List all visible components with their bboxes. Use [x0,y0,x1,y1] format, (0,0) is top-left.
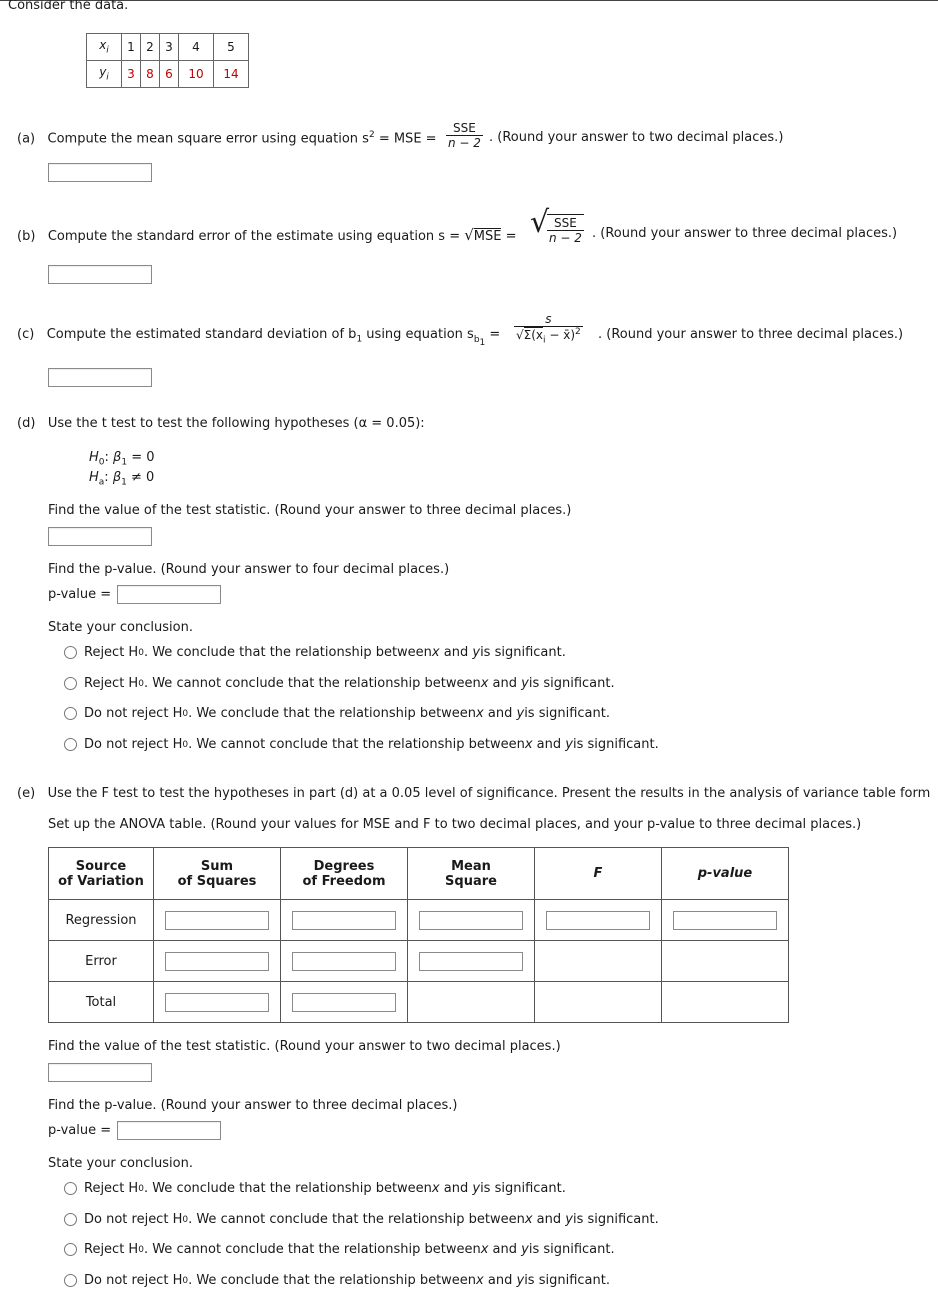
part-c-text: Compute the estimated standard deviation of b [46,327,357,342]
part-c-prefix: (c) [17,327,35,342]
error-ms-input[interactable] [419,952,523,971]
header-ss: Sum of Squares [154,848,281,900]
h0-text: = 0 [127,450,155,465]
anova-setup: Set up the ANOVA table. (Round your values for MSE and F to two decimal places, and your p-value to three decimal places.) [48,817,862,832]
opt-text: . We conclude that the relationship between [188,706,477,721]
radio-circle[interactable] [64,1274,77,1287]
part-d-text: Use the t test to test the following hypotheses (α = 0.05): [47,416,425,431]
opt-text: . We conclude that the relationship between [143,1181,432,1196]
part-c-den-text: Σ(x [523,328,544,342]
anova-header-row [49,848,789,900]
opt-text: Do not reject H [84,706,183,721]
cell [281,941,408,982]
top-divider [0,0,938,1]
part-c-fraction [514,312,583,345]
x-value: 4 [179,34,214,61]
header-f: F [535,848,662,900]
radio-circle[interactable] [64,677,77,690]
part-b-prefix: (b) [17,229,36,244]
d-option-1[interactable]: Reject H 0 . We conclude that the relationship between x and y is significant. [64,645,566,660]
anova-row-regression [49,900,789,941]
error-df-input[interactable] [292,952,396,971]
opt-text: . We cannot conclude that the relationship between [143,1242,481,1257]
opt-text: is significant. [572,1212,659,1227]
cell [154,900,281,941]
sub-1: 1 [356,334,363,345]
opt-text: Do not reject H [84,737,183,752]
part-c-frac-num: s [545,312,552,326]
y-value: 6 [160,61,179,88]
d-stat-prompt: Find the value of the test statistic. (Round your answer to three decimal places.) [48,503,572,518]
part-a-fraction [446,121,483,150]
empty-cell [662,941,789,982]
y-row [87,61,249,88]
y-value: 10 [179,61,214,88]
empty-cell [662,982,789,1023]
sup-2: 2 [575,327,581,337]
part-a-frac-num: SSE [453,121,476,135]
regression-ms-input[interactable] [419,911,523,930]
cell [154,941,281,982]
y-value: 14 [214,61,249,88]
mse-input[interactable] [48,163,152,182]
cell [408,941,535,982]
radio-circle[interactable] [64,646,77,659]
data-table [86,33,249,88]
cell [281,900,408,941]
part-c-note: . (Round your answer to three decimal places.) [598,327,904,342]
part-c-frac-den: $√\Sigma(x_i$ − x̄)$^2$ [516,327,581,346]
opt-text: is significant. [480,1181,566,1196]
part-b-fraction [547,214,584,245]
y-value: 8 [141,61,160,88]
part-e-prefix: (e) [17,786,36,801]
e-p-value-input[interactable] [117,1121,221,1140]
anova-row-total [49,982,789,1023]
total-df-input[interactable] [292,993,396,1012]
y-sub: i [106,72,109,83]
opt-text: . We conclude that the relationship between [143,645,432,660]
part-c-prompt: (c) Compute the estimated standard deviation of $b_1$ using equation $s_{b_1}$ = [17,327,501,348]
d-conclusion-prompt: State your conclusion. [48,620,193,635]
header-df: Degrees of Freedom [281,848,408,900]
opt-text: Reject H [84,1181,139,1196]
opt-text: is significant. [528,1242,615,1257]
part-e-text: Use the F test to test the hypotheses in part (d) at a 0.05 level of significance. Present the results in the analysis of variance table form [47,786,931,801]
d-option-4[interactable]: Do not reject H 0 . We cannot conclude that the relationship between x and y is significant. [64,737,659,752]
d-p-label: p-value = [48,587,112,602]
x-value: 2 [141,34,160,61]
part-a-note: . (Round your answer to two decimal places.) [489,130,784,145]
opt-text: . We cannot conclude that the relationship between [143,676,481,691]
sub-i: i [543,335,546,346]
alt-hypothesis: $H_a$: $\beta_1 \ne 0$ [89,470,155,488]
d-p-prompt: Find the p-value. (Round your answer to four decimal places.) [48,562,450,577]
e-stat-prompt: Find the value of the test statistic. (Round your answer to two decimal places.) [48,1039,561,1054]
e-option-4[interactable]: Do not reject H 0 . We conclude that the relationship between x and y is significant. [64,1273,610,1288]
total-ss-input[interactable] [165,993,269,1012]
regression-f-input[interactable] [546,911,650,930]
radio-circle[interactable] [64,1243,77,1256]
radio-circle[interactable] [64,707,77,720]
part-b-frac-den: n − 2 [549,231,582,245]
part-a-eq: = MSE = [374,131,437,147]
part-e-prompt [17,786,930,801]
e-option-1[interactable]: Reject H 0 . We conclude that the relationship between x and y is significant. [64,1181,566,1196]
e-p-label: p-value = [48,1123,112,1138]
opt-text: . We cannot conclude that the relationship between [188,1212,525,1227]
opt-text: . We conclude that the relationship between [188,1273,477,1288]
y-value: 3 [122,61,141,88]
d-p-value-input[interactable] [117,585,221,604]
part-d-prompt [17,416,425,431]
squared-sup: 2 [368,130,375,140]
e-conclusion-prompt: State your conclusion. [48,1156,193,1171]
row-label: Error [49,941,154,982]
opt-text: . We cannot conclude that the relationship between [188,737,525,752]
header-p: p-value [662,848,789,900]
t-stat-input[interactable] [48,527,152,546]
sb1-input[interactable] [48,368,152,387]
radio-circle[interactable] [64,1213,77,1226]
radio-circle[interactable] [64,738,77,751]
part-b-note: . (Round your answer to three decimal places.) [592,226,898,241]
cell [662,900,789,941]
x-row [87,34,249,61]
x-sub: i [106,45,109,56]
opt-text: Reject H [84,645,139,660]
regression-df-input[interactable] [292,911,396,930]
opt-text: Reject H [84,1242,139,1257]
opt-text: Do not reject H [84,1273,183,1288]
row-label: Total [49,982,154,1023]
anova-row-error [49,941,789,982]
sub-b1: b1 [473,334,486,348]
part-b-frac-num: SSE [554,216,577,230]
e-option-2[interactable]: Do not reject H 0 . We cannot conclude that the relationship between x and y is significant. [64,1212,659,1227]
y-header [87,61,122,88]
part-a-frac-den: n − 2 [448,136,481,150]
regression-p-input[interactable] [673,911,777,930]
empty-cell [408,982,535,1023]
header-ms: Mean Square [408,848,535,900]
e-option-3[interactable]: Reject H 0 . We cannot conclude that the relationship between x and y is significant. [64,1242,615,1257]
part-a-prompt [17,130,437,146]
part-a-text: Compute the mean square error using equation s [47,131,369,147]
x-value: 1 [122,34,141,61]
d-option-3[interactable]: Do not reject H 0 . We conclude that the relationship between x and y is significant. [64,706,610,721]
sqrt-symbol-large: √ [530,205,550,240]
error-ss-input[interactable] [165,952,269,971]
f-stat-input[interactable] [48,1063,152,1082]
part-c-text2: using equation s [362,327,474,342]
radio-circle[interactable] [64,1182,77,1195]
cell [535,900,662,941]
null-hypothesis: $H_0$: $\beta_1 = 0$ [89,450,155,468]
e-p-prompt: Find the p-value. (Round your answer to three decimal places.) [48,1098,458,1113]
cell [281,982,408,1023]
intro-text: Consider the data. [8,0,129,13]
part-d-prefix: (d) [17,416,36,431]
part-b-mse: MSE [473,229,502,244]
empty-cell [535,941,662,982]
header-source: Source of Variation [49,848,154,900]
d-option-2[interactable]: Reject H 0 . We cannot conclude that the relationship between x and y is significant. [64,676,615,691]
x-value: 3 [160,34,179,61]
y-label: y [99,65,107,80]
sqrt-symbol: √ [464,226,474,244]
x-header [87,34,122,61]
opt-text: is significant. [528,676,615,691]
opt-text: Reject H [84,676,139,691]
part-b-text: Compute the standard error of the estimate using equation s = [47,229,465,244]
x-value: 5 [214,34,249,61]
part-b-eq: = [501,229,517,244]
x-label: x [99,38,107,53]
row-label: Regression [49,900,154,941]
part-a-prefix: (a) [17,131,36,147]
opt-text: is significant. [480,645,566,660]
empty-cell [535,982,662,1023]
opt-text: Do not reject H [84,1212,183,1227]
cell [408,900,535,941]
opt-text: is significant. [524,1273,610,1288]
standard-error-input[interactable] [48,265,152,284]
opt-text: is significant. [524,706,610,721]
regression-ss-input[interactable] [165,911,269,930]
part-b-prompt [17,226,517,244]
ha-text: ≠ 0 [126,470,155,485]
cell [154,982,281,1023]
anova-table [48,847,789,1023]
opt-text: is significant. [572,737,659,752]
